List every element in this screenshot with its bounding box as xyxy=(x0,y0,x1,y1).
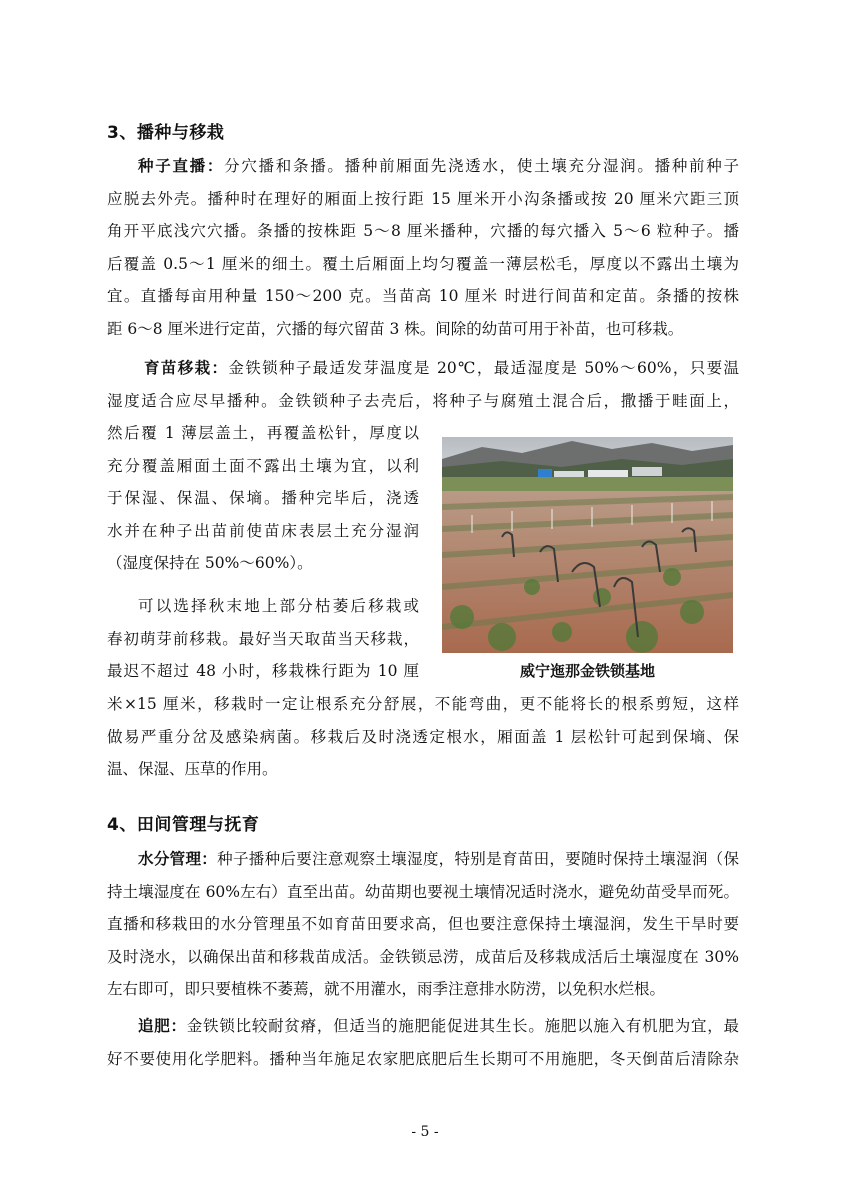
text-line: 充分覆盖厢面土面不露出土壤为宜，以利 xyxy=(107,456,419,475)
text-line: 追肥：金铁锁比较耐贫瘠，但适当的施肥能促进其生长。施肥以施入有机肥为宜，最 xyxy=(138,1017,739,1035)
text-line: 湿度适合应尽早播种。金铁锁种子去壳后，将种子与腐殖土混合后，撒播于畦面上， xyxy=(107,391,739,410)
paragraph-seedling-transplant xyxy=(107,352,739,417)
text-line: 及时浇水，以确保出苗和移栽苗成活。金铁锁忌涝，成苗后及移栽成活后土壤湿度在 30% xyxy=(107,947,739,966)
text-line: 宜。直播每亩用种量 150～200 克。当苗高 10 厘米 时进行间苗和定苗。条播的按株 xyxy=(107,287,739,306)
paragraph-label: 育苗移栽： xyxy=(144,359,229,377)
paragraph-label: 种子直播： xyxy=(138,157,225,175)
text-line: 应脱去外壳。播种时在理好的厢面上按行距 15 厘米开小沟条播或按 20 厘米穴距三顶 xyxy=(107,189,739,208)
text-line: 距 6～8 厘米进行定苗，穴播的每穴留苗 3 株。间除的幼苗可用于补苗，也可移栽。 xyxy=(107,319,684,338)
text-line: 米×15 厘米，移栽时一定让根系充分舒展，不能弯曲，更不能将长的根系剪短，这样 xyxy=(107,695,739,713)
text-line: 育苗移栽：金铁锁种子最适发芽温度是 20℃，最适湿度是 50%～60%，只要温 xyxy=(144,359,739,377)
paragraph-seedling-transplant-wrap xyxy=(107,417,419,580)
section-4-heading: 4、田间管理与抚育 xyxy=(107,815,260,835)
text-line: 后覆盖 0.5～1 厘米的细土。覆土后厢面上均匀覆盖一薄层松毛，厚度以不露出土壤为 xyxy=(107,254,739,273)
paragraph-transplant-timing xyxy=(107,590,419,688)
page-number: - 5 - xyxy=(411,1124,439,1140)
text-line: 角开平底浅穴穴播。条播的按株距 5～8 厘米播种，穴播的每穴播入 5～6 粒种子。播 xyxy=(107,222,739,241)
paragraph-top-dressing xyxy=(107,1010,739,1075)
figure-caption: 威宁迤那金铁锁基地 xyxy=(519,662,655,680)
text-line: （湿度保持在 50%～60%）。 xyxy=(107,554,313,573)
text-line: 做易严重分岔及感染病菌。移栽后及时浇透定根水，厢面盖 1 层松针可起到保墒、保 xyxy=(107,727,739,746)
text-line: 好不要使用化学肥料。播种当年施足农家肥底肥后生长期可不用施肥，冬天倒苗后清除杂 xyxy=(107,1049,739,1068)
text-line: 水分管理：种子播种后要注意观察土壤湿度，特别是育苗田，要随时保持土壤湿润（保 xyxy=(138,850,739,868)
text-line: 然后覆 1 薄层盖土，再覆盖松针，厚度以 xyxy=(107,424,419,442)
paragraph-water-management xyxy=(107,843,739,1006)
text-line: 水并在种子出苗前使苗床表层土充分湿润 xyxy=(107,521,419,540)
paragraph-transplant-timing-cont xyxy=(107,688,739,786)
text-line: 左右即可，即只要植株不萎蔫，就不用灌水，雨季注意排水防涝，以免积水烂根。 xyxy=(107,980,666,999)
paragraph-label: 水分管理： xyxy=(138,850,218,868)
paragraph-label: 追肥： xyxy=(138,1017,187,1035)
text-line: 于保湿、保温、保墒。播种完毕后，浇透 xyxy=(107,489,419,508)
text-line: 可以选择秋末地上部分枯萎后移栽或 xyxy=(138,597,419,615)
section-3-heading: 3、播种与移栽 xyxy=(107,123,225,143)
text-line: 最迟不超过 48 小时，移栽株行距为 10 厘 xyxy=(107,662,419,681)
text-line: 种子直播：分穴播和条播。播种前厢面先浇透水，使土壤充分湿润。播种前种子 xyxy=(138,157,739,175)
paragraph-seed-direct-sowing xyxy=(107,150,739,346)
text-line: 温、保湿、压草的作用。 xyxy=(107,760,278,779)
text-line: 直播和移栽田的水分管理虽不如育苗田要求高，但也要注意保持土壤湿润，发生干旱时要 xyxy=(107,915,739,934)
text-line: 春初萌芽前移栽。最好当天取苗当天移栽， xyxy=(107,629,419,648)
field-base-photo xyxy=(442,437,733,653)
text-line: 持土壤湿度在 60%左右）直至出苗。幼苗期也要视土壤情况适时浇水，避免幼苗受旱而死。 xyxy=(107,882,739,901)
